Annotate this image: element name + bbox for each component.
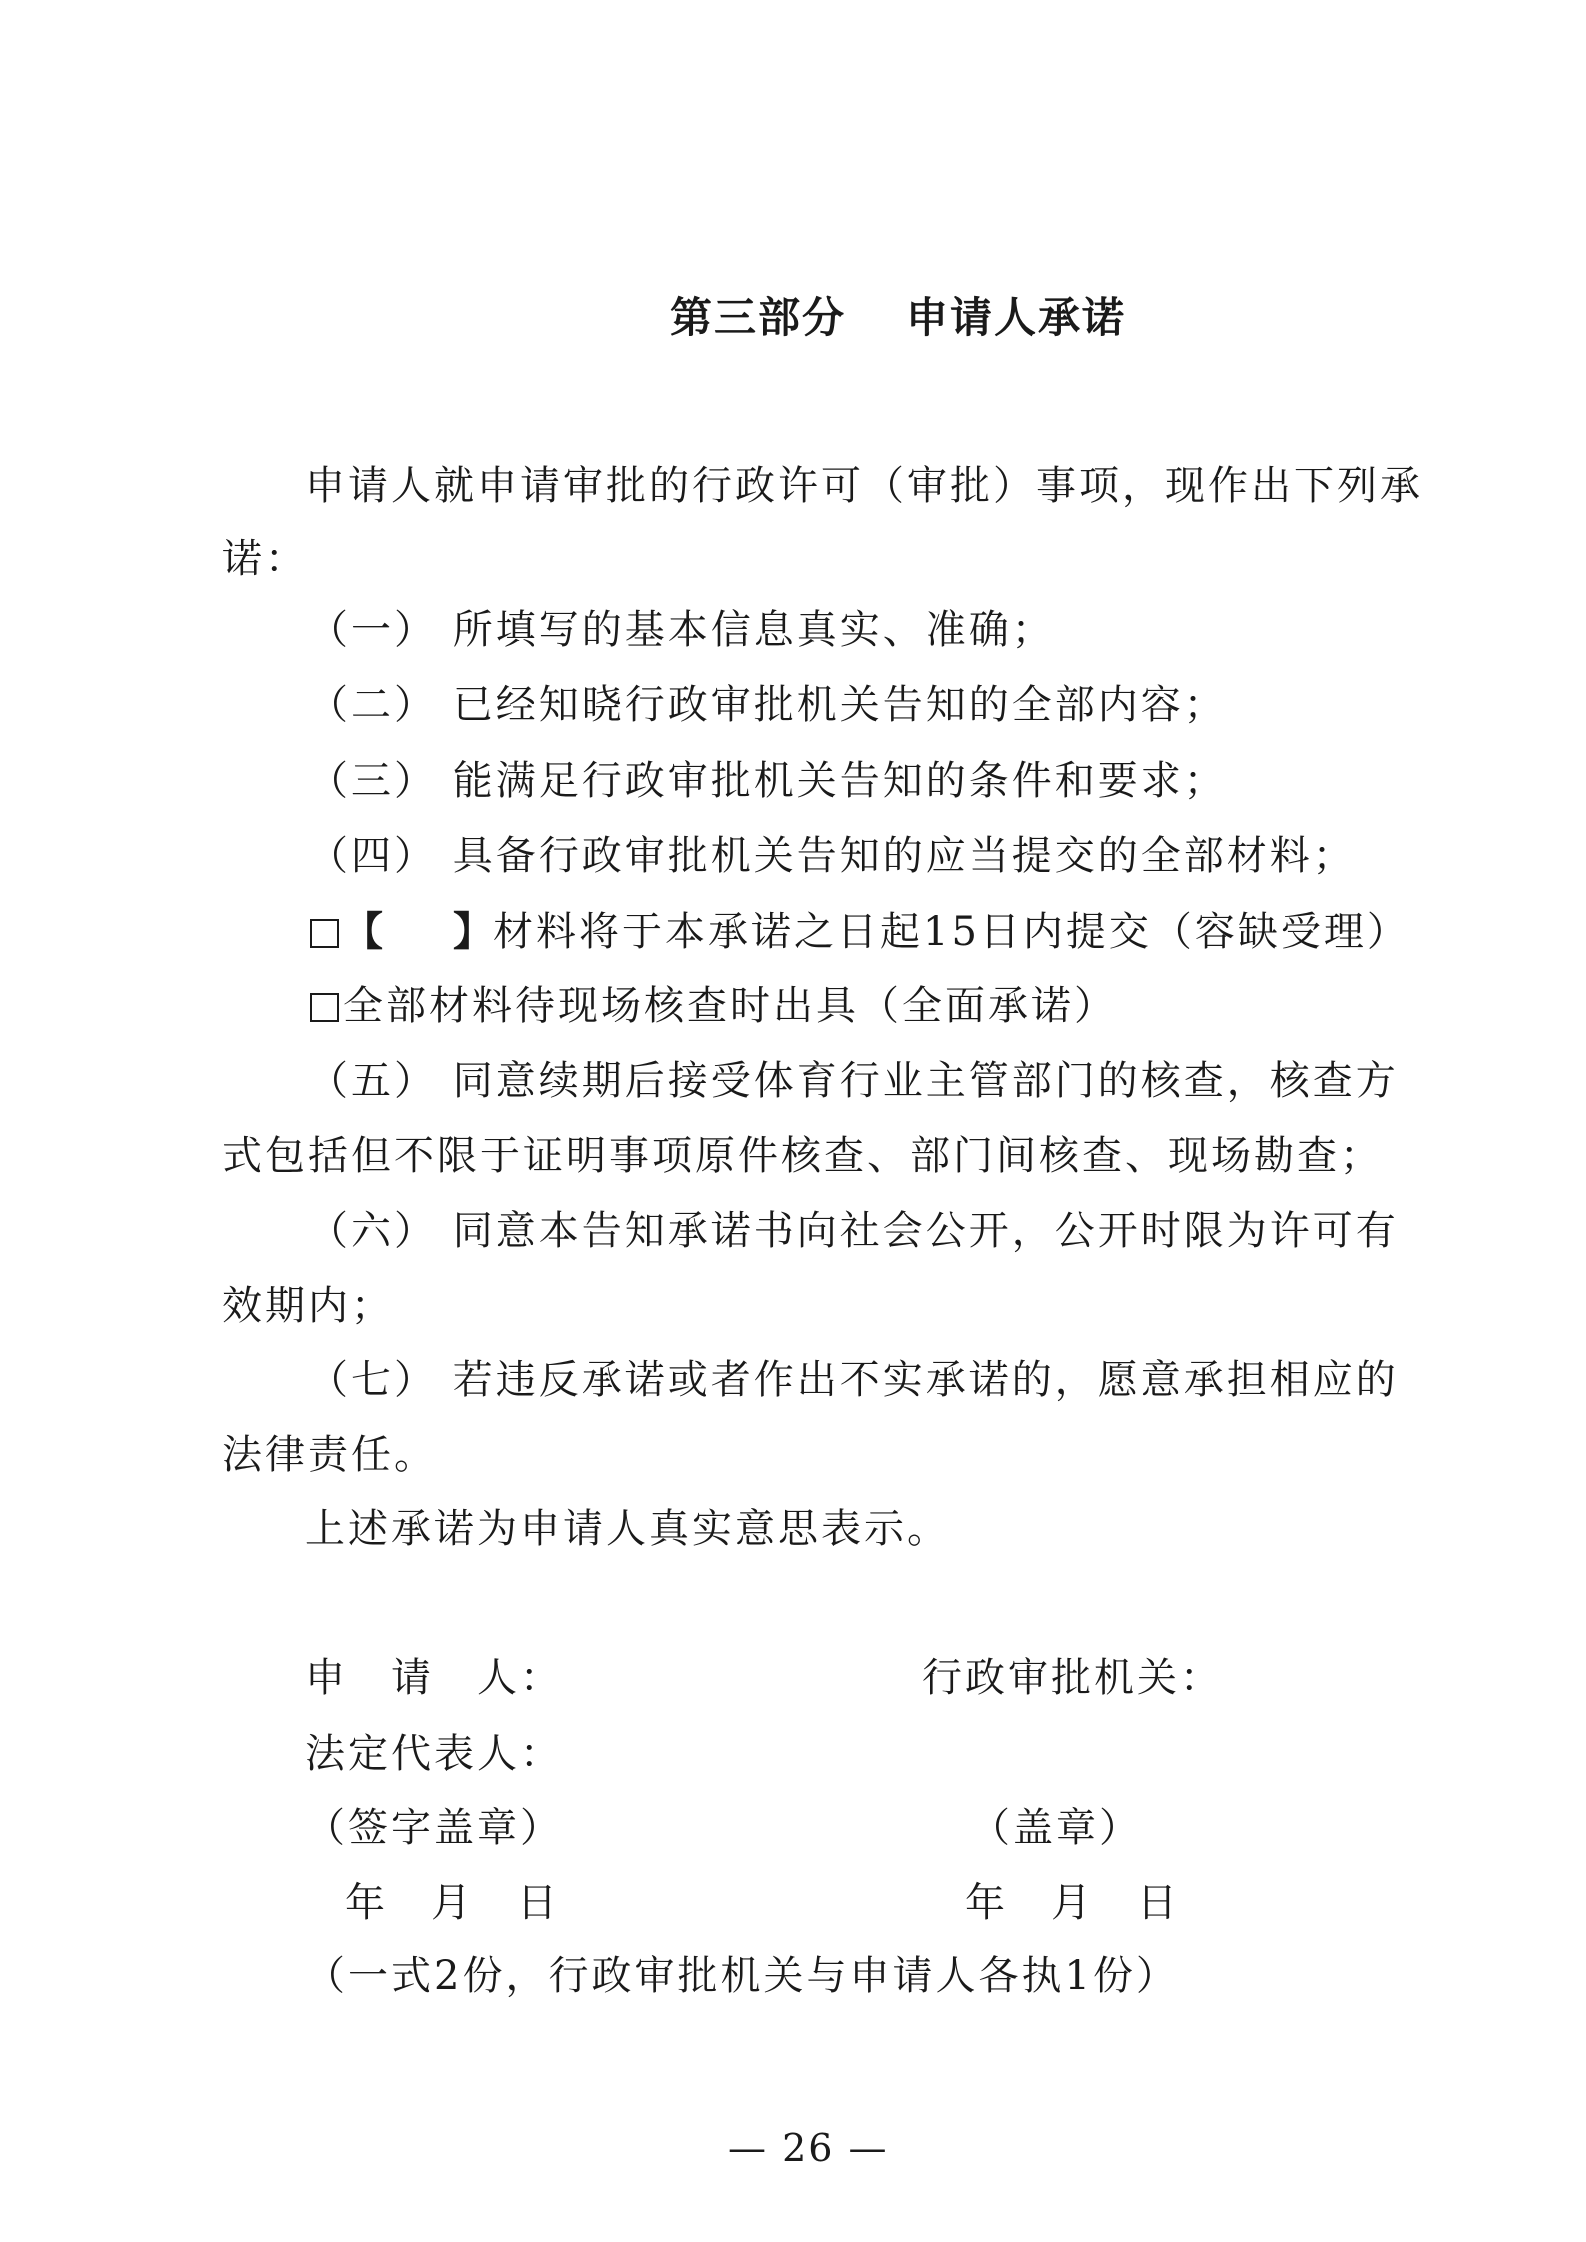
item-4: （四） 具备行政审批机关告知的应当提交的全部材料； <box>308 833 1356 879</box>
item-3: （三） 能满足行政审批机关告知的条件和要求； <box>308 758 1227 804</box>
bracket-open: 【 <box>343 908 383 955</box>
legal-rep-label: 法定代表人： <box>305 1731 563 1777</box>
full-checkbox[interactable] <box>310 993 339 1022</box>
option-full-text: 全部材料待现场核查时出具（全面承诺） <box>343 983 1117 1029</box>
item-6-line-1: （六） 同意本告知承诺书向社会公开，公开时限为许可有 <box>308 1208 1399 1254</box>
option-partial <box>310 906 1410 958</box>
item-2: （二） 已经知晓行政审批机关告知的全部内容； <box>308 682 1227 728</box>
applicant-date: 年 月 日 <box>345 1880 560 1926</box>
item-5-line-1: （五） 同意续期后接受体育行业主管部门的核查，核查方 <box>308 1058 1399 1104</box>
page-number: — 26 — <box>728 2126 889 2170</box>
item-5-line-2: 式包括但不限于证明事项原件核查、部门间核查、现场勘查； <box>222 1133 1383 1179</box>
page-title <box>670 292 1126 344</box>
item-1: （一） 所填写的基本信息真实、准确； <box>308 607 1055 653</box>
intro-line-2: 诺： <box>222 536 308 582</box>
applicant-seal-label: （签字盖章） <box>305 1805 563 1851</box>
item-7-line-1: （七） 若违反承诺或者作出不实承诺的，愿意承担相应的 <box>308 1357 1399 1403</box>
item-6-line-2: 效期内； <box>222 1283 394 1329</box>
partial-checkbox[interactable] <box>310 919 339 948</box>
bracket-close: 】 <box>453 908 493 955</box>
closing-statement: 上述承诺为申请人真实意思表示。 <box>305 1506 950 1552</box>
authority-date: 年 月 日 <box>965 1880 1180 1926</box>
copies-note: （一式2份，行政审批机关与申请人各执1份） <box>305 1953 1179 1999</box>
option-full <box>310 980 1117 1032</box>
part-label: 第三部分 <box>670 293 847 342</box>
option-partial-text: 材料将于本承诺之日起15日内提交（容缺受理） <box>493 909 1410 955</box>
intro-line-1: 申请人就申请审批的行政许可（审批）事项，现作出下列承 <box>305 463 1423 509</box>
section-title: 申请人承诺 <box>906 293 1127 342</box>
authority-seal-label: （盖章） <box>970 1805 1142 1851</box>
authority-label: 行政审批机关： <box>922 1655 1223 1701</box>
applicant-label: 申 请 人： <box>305 1655 563 1701</box>
item-7-line-2: 法律责任。 <box>222 1432 437 1478</box>
